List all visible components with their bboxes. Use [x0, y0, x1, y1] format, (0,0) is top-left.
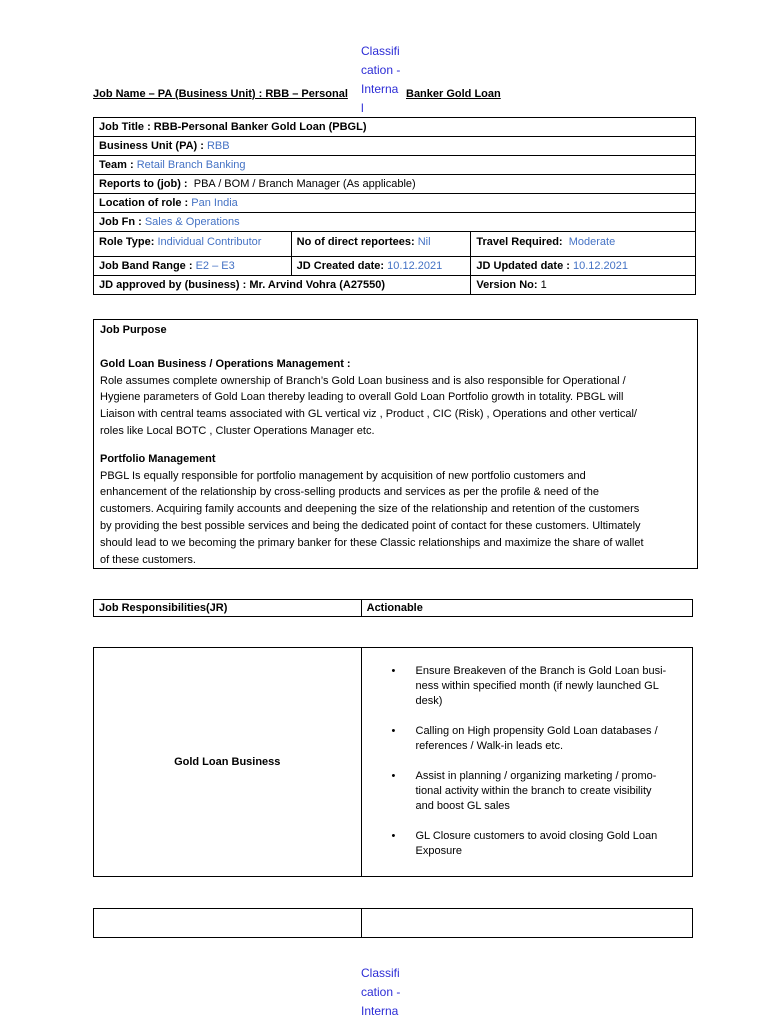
version-value: 1 [540, 279, 547, 291]
team-cell [94, 156, 696, 175]
reports-to-label: Reports to (job) : [99, 178, 188, 190]
purpose-line: by providing the best possible services and being the dedicated point of contact for these customers. Ultimately [100, 519, 641, 532]
list-item-line: Calling on High propensity Gold Loan databases / [415, 725, 658, 737]
classification-line: cation - [361, 63, 401, 77]
location-cell [94, 194, 696, 213]
purpose-line: PBGL Is equally responsible for portfolio management by acquisition of new portfolio customers and [100, 469, 586, 482]
bullet-icon: • [391, 830, 396, 842]
job-title-cell: Job Title : RBB-Personal Banker Gold Loan (PBGL) [94, 118, 696, 137]
empty-table [93, 908, 693, 938]
list-item-line: GL Closure customers to avoid closing Gold Loan [415, 830, 658, 842]
business-unit-label: Business Unit (PA) : [99, 140, 204, 152]
classification-line: l [361, 101, 364, 115]
purpose-line: roles like Local BOTC , Cluster Operations Manager etc. [100, 424, 375, 437]
actionable-header: Actionable [361, 600, 692, 617]
created-label: JD Created date: [296, 260, 385, 272]
reports-to-value: PBA / BOM / Branch Manager (As applicable) [193, 178, 416, 190]
list-item [392, 724, 683, 754]
job-fn-value: Sales & Operations [144, 216, 240, 228]
gold-loan-business-cell: Gold Loan Business [94, 648, 362, 877]
job-responsibilities-header: Job Responsibilities(JR) [94, 600, 362, 617]
approved-cell: JD approved by (business) : Mr. Arvind Vohra (A27550) [94, 276, 471, 295]
updated-cell [471, 257, 696, 276]
list-item-line: Assist in planning / organizing marketing / promo- [415, 770, 657, 782]
gold-loan-ops-heading: Gold Loan Business / Operations Management : [100, 357, 351, 370]
travel-cell [471, 232, 696, 257]
classification-line: Interna [361, 82, 399, 96]
created-value: 10.12.2021 [387, 260, 443, 272]
purpose-line: Hygiene parameters of Gold Loan thereby leading to overall Gold Loan Portfolio growth in totality. PBGL will [100, 391, 624, 404]
actionable-list [392, 664, 683, 859]
list-item-line: ness within specified month (if newly launched GL [415, 680, 659, 692]
band-cell [94, 257, 292, 276]
bullet-icon: • [391, 665, 396, 677]
updated-label: JD Updated date : [476, 260, 570, 272]
actionable-cell [361, 648, 693, 877]
role-type-value: Individual Contributor [157, 236, 262, 248]
list-item [392, 664, 683, 709]
job-fn-cell [94, 213, 696, 232]
list-item [392, 829, 683, 859]
role-type-cell [94, 232, 292, 257]
portfolio-management-heading: Portfolio Management [100, 452, 216, 465]
classification-label-top [361, 42, 411, 118]
purpose-line: Liaison with central teams associated with GL vertical viz , Product , CIC (Risk) , Operations and other vertical/ [100, 408, 637, 421]
list-item-line: Exposure [415, 845, 462, 857]
version-label: Version No: [476, 279, 538, 291]
classification-line: Classifi [361, 44, 400, 58]
classification-line: cation - [361, 985, 401, 999]
business-unit-cell [94, 137, 696, 156]
list-item-line: references / Walk-in leads etc. [415, 740, 564, 752]
version-cell [471, 276, 696, 295]
classification-line: Interna [361, 1004, 399, 1018]
band-value: E2 – E3 [195, 260, 235, 272]
purpose-line: Role assumes complete ownership of Branch’s Gold Loan business and is also responsible for Operational / [100, 374, 626, 387]
location-label: Location of role : [99, 197, 189, 209]
purpose-line: enhancement of the relationship by cross-selling products and services as per the profile & need of the [100, 486, 599, 499]
reports-to-cell [94, 175, 696, 194]
role-type-label: Role Type: [99, 236, 155, 248]
job-purpose-heading: Job Purpose [100, 324, 167, 336]
responsibilities-header-table [93, 599, 693, 617]
job-name-heading: Job Name – PA (Business Unit) : RBB – Personal [93, 88, 348, 100]
job-name-heading-continued: Banker Gold Loan [406, 88, 501, 100]
job-fn-label: Job Fn : [99, 216, 142, 228]
classification-line: Classifi [361, 966, 400, 980]
list-item-line: and boost GL sales [415, 800, 510, 812]
empty-cell [94, 909, 362, 938]
list-item-line: Ensure Breakeven of the Branch is Gold Loan busi- [415, 665, 667, 677]
reportees-value: Nil [417, 236, 431, 248]
list-item-line: desk) [415, 695, 443, 707]
bullet-icon: • [391, 725, 396, 737]
responsibilities-table [93, 647, 693, 877]
location-value: Pan India [191, 197, 238, 209]
job-purpose-box [93, 319, 698, 569]
job-info-table [93, 117, 696, 295]
team-value: Retail Branch Banking [136, 159, 246, 171]
purpose-line: should lead to we becoming the primary banker for these Classic relationships and maximize the share of wallet [100, 536, 644, 549]
business-unit-value: RBB [206, 140, 230, 152]
list-item-line: tional activity within the branch to create visibility [415, 785, 652, 797]
band-label: Job Band Range : [99, 260, 193, 272]
reportees-label: No of direct reportees: [296, 236, 415, 248]
purpose-line: customers. Acquiring family accounts and deepening the size of the relationship and retention of the customers [100, 503, 640, 516]
classification-label-bottom [361, 964, 411, 1021]
purpose-line: of these customers. [100, 553, 196, 566]
updated-value: 10.12.2021 [572, 260, 629, 272]
team-label: Team : [99, 159, 134, 171]
list-item [392, 769, 683, 814]
travel-value: Moderate [568, 236, 616, 248]
bullet-icon: • [391, 770, 396, 782]
travel-label: Travel Required: [476, 236, 563, 248]
empty-cell [361, 909, 692, 938]
created-cell [291, 257, 471, 276]
reportees-cell [291, 232, 471, 257]
